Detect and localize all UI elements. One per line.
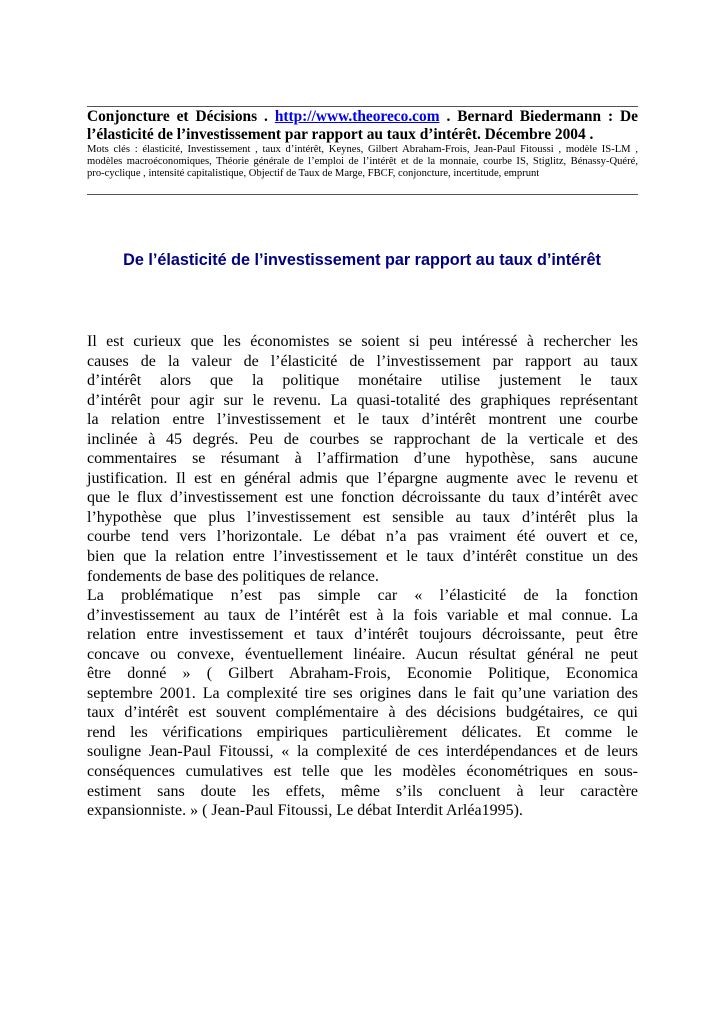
body-text-line: commentaires se résumant à l’affirmation d’une hypothèse, sans aucune <box>87 450 638 468</box>
body-text-line: d’investissement au taux de l’intérêt est à la fois variable et mal connue. La <box>87 606 638 624</box>
document-header <box>87 108 638 179</box>
body-text-line: estiment sans doute les effets, même s’ils concluent à leur caractère <box>87 782 638 800</box>
body-text-line: d’intérêt alors que la politique monétaire utilise justement le taux <box>87 372 638 390</box>
body-text-line: taux d’intérêt est souvent complémentaire à des décisions budgétaires, ce qui <box>87 704 638 722</box>
body-text-line: rend les vérifications empiriques particulièrement délicates. Et comme le <box>87 723 638 741</box>
body-text-line: bien que la relation entre l’investissement et le taux d’intérêt constitue un des <box>87 548 638 566</box>
document-body <box>87 332 638 821</box>
body-text-line: causes de la valeur de l’élasticité de l’investissement par rapport au taux <box>87 352 638 370</box>
keywords <box>87 144 638 179</box>
document-title: De l’élasticité de l’investissement par rapport au taux d’intérêt <box>123 251 601 269</box>
body-text-line: conséquences cumulatives est telle que les modèles économétriques en sous- <box>87 763 638 781</box>
keywords-line: Mots clés : élasticité, Investissement , taux d’intérêt, Keynes, Gilbert Abraham-Frois, Jean-Paul Fitoussi , modèle IS-LM , <box>87 144 638 155</box>
body-text-line: que le flux d’investissement est une fonction décroissante du taux d’intérêt avec <box>87 489 638 507</box>
body-text-line: l’hypothèse que plus l’investissement est sensible au taux d’intérêt plus la <box>87 508 638 526</box>
header-bottom-rule <box>87 194 638 195</box>
header-author: . Bernard Biedermann : De <box>446 108 638 125</box>
body-text-line: relation entre investissement et taux d’intérêt toujours décroissante, peut être <box>87 626 638 644</box>
keywords-line: pro-cyclique , intensité capitalistique, Objectif de Taux de Marge, FBCF, conjoncture, incertitude, emprunt <box>87 167 540 179</box>
header-line-1 <box>87 108 638 126</box>
body-text-line: La problématique n’est pas simple car « l’élasticité de la fonction <box>87 587 638 605</box>
body-text-line: inclinée à 45 degrés. Peu de courbes se rapprochant de la verticale et des <box>87 430 638 448</box>
body-text-line: fondements de base des politiques de relance. <box>87 567 379 585</box>
theoreco-link[interactable]: http://www.theoreco.com <box>274 108 440 125</box>
header-line-2: l’élasticité de l’investissement par rapport au taux d’intérêt. Décembre 2004 . <box>87 126 594 143</box>
body-text-line: être donné » ( Gilbert Abraham-Frois, Economie Politique, Economica <box>87 665 638 683</box>
body-text-line: expansionniste. » ( Jean-Paul Fitoussi, Le débat Interdit Arléa1995). <box>87 802 523 820</box>
header-top-rule <box>87 106 638 107</box>
body-text-line: d’intérêt pour agir sur le revenu. La quasi-totalité des graphiques représentant <box>87 391 638 409</box>
body-text-line: courbe tend vers l’horizontale. Le débat n’a pas vraiment été ouvert et ce, <box>87 528 638 546</box>
body-text-line: Il est curieux que les économistes se soient si peu intéressé à rechercher les <box>87 333 638 350</box>
keywords-line: modèles macroéconomiques, Théorie générale de l’emploi de l’intérêt et de la monnaie, courbe IS, Stiglitz, Bénassy-Quéré, <box>87 155 638 167</box>
body-text-line: concave ou convexe, éventuellement linéaire. Aucun résultat général ne peut <box>87 645 638 663</box>
body-text-line: septembre 2001. La complexité tire ses origines dans le fait qu’une variation des <box>87 684 638 702</box>
body-text-line: la relation entre l’investissement et le taux d’intérêt montrent une courbe <box>87 411 638 429</box>
body-text-line: souligne Jean-Paul Fitoussi, « la complexité de ces interdépendances et de leurs <box>87 743 638 761</box>
body-text-line: justification. Il est en général admis que l’épargne augmente avec le revenu et <box>87 469 638 487</box>
header-source: Conjoncture et Décisions . <box>87 108 268 125</box>
